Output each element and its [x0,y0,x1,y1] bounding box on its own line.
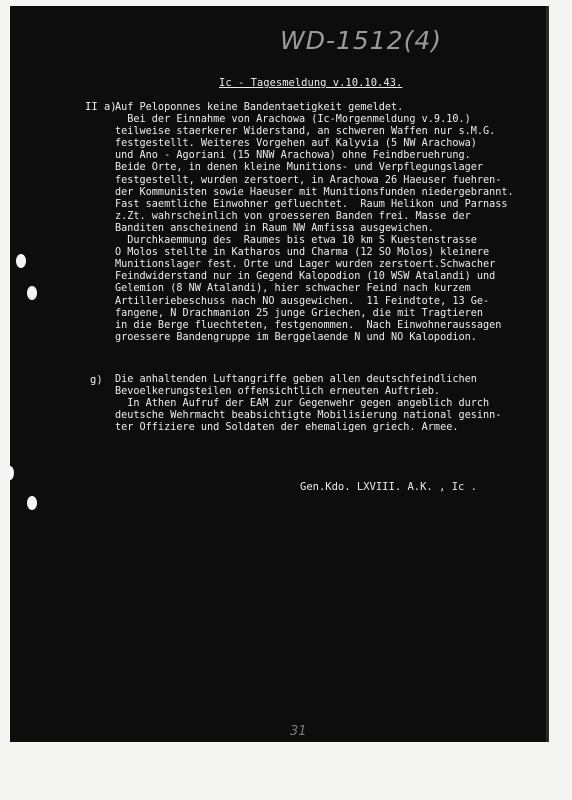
page-title: Ic - Tagesmeldung v.10.10.43. [219,77,403,89]
text-line: Beide Orte, in denen kleine Munitions- und Verpflegungslager [115,162,484,174]
text-line: Feindwiderstand nur in Gegend Kalopodion (10 WSW Atalandi) und [115,271,496,283]
text-line: O Molos stellte in Katharos und Charma (12 SO Molos) kleinere [115,247,490,259]
text-line: Durchkaemmung des Raumes bis etwa 10 km S Kuestenstrasse [115,235,477,247]
page-number: 31 [290,724,307,739]
punch-hole [27,496,37,510]
document-page [10,6,549,742]
archive-mark: WD-1512(4) [280,26,443,55]
text-line: der Kommunisten sowie Haeuser mit Munitionsfunden niedergebrannt. [115,186,514,198]
text-line: Gelemion (8 NW Atalandi), hier schwacher Feind nach kurzem [115,283,471,295]
punch-hole [16,254,26,268]
text-line: In Athen Aufruf der EAM zur Gegenwehr gegen angeblich durch [115,398,490,410]
paragraph-a [115,102,565,344]
text-line: Bei der Einnahme von Arachowa (Ic-Morgenmeldung v.9.10.) [115,114,471,126]
text-line: Fast saemtliche Einwohner gefluechtet. Raum Helikon und Parnass [115,198,508,210]
text-line: groessere Bandengruppe im Berggelaende N und NO Kalopodion. [115,331,477,343]
text-line: in die Berge fluechteten, festgenommen. Nach Einwohneraussagen [115,319,502,331]
text-line: und Ano - Agoriani (15 NNW Arachowa) ohne Feindberuehrung. [115,150,471,162]
text-line: z.Zt. wahrscheinlich von groesseren Banden frei. Masse der [115,210,471,222]
section-label: II a) [85,101,117,113]
text-line: festgestellt, wurden zerstoert, in Arachowa 26 Haeuser fuehren- [115,174,502,186]
text-line: Bevoelkerungsteilen offensichtlich erneuten Auftrieb. [115,386,441,398]
text-line: fangene, N Drachmanion 25 junge Griechen, die mit Tragtieren [115,307,484,319]
text-line: ter Offiziere und Soldaten der ehemaligen griech. Armee. [115,422,459,434]
text-line: Artilleriebeschuss nach NO ausgewichen. 11 Feindtote, 13 Ge- [115,295,490,307]
text-line: Munitionslager fest. Orte und Lager wurden zerstoert.Schwacher [115,259,496,271]
punch-hole [27,286,37,300]
text-line: teilweise staerkerer Widerstand, an schweren Waffen nur s.M.G. [115,126,496,138]
text-line: Auf Peloponnes keine Bandentaetigkeit gemeldet. [115,102,404,113]
text-line: festgestellt. Weiteres Vorgehen auf Kalyvia (5 NW Arachowa) [115,138,477,150]
text-line: Die anhaltenden Luftangriffe geben allen deutschfeindlichen [115,374,477,385]
paragraph-g [115,374,565,434]
text-line: Banditen anscheinend in Raum NW Amfissa ausgewichen. [115,222,434,234]
text-line: deutsche Wehrmacht beabsichtigte Mobilisierung national gesinn- [115,410,502,422]
punch-hole [6,466,14,480]
marker-g: g) [90,374,103,386]
signature-line: Gen.Kdo. LXVIII. A.K. , Ic . [300,481,478,493]
